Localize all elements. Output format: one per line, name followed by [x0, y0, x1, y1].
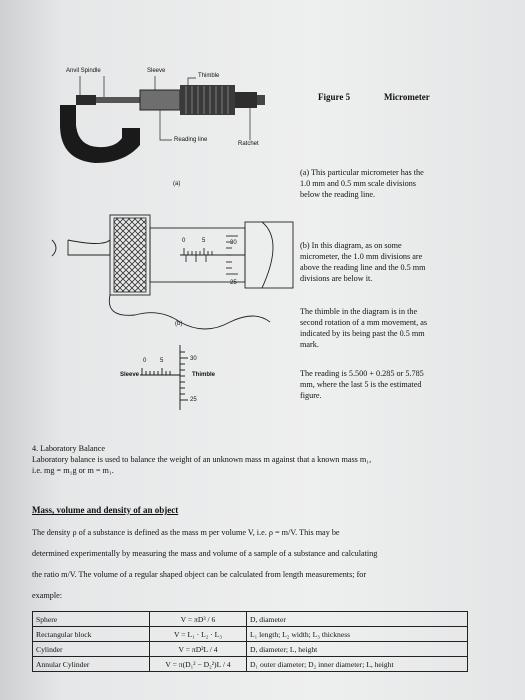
note-d: [300, 368, 500, 401]
shape-cell: Cylinder: [33, 642, 150, 657]
shape-cell: Rectangular block: [33, 627, 150, 642]
note-a-line: 1.0 mm and 0.5 mm scale divisions: [300, 179, 416, 188]
ratchet-label: Ratchet: [238, 141, 259, 147]
scale-c-thirty: 30: [190, 356, 197, 362]
diagram-b-tag: (b): [175, 321, 183, 327]
table-row: [33, 627, 468, 642]
thimble-b-thirty: 30: [230, 240, 237, 246]
scale-c-five: 5: [160, 358, 164, 364]
mass-heading: Mass, volume and density of an object: [32, 505, 179, 515]
balance-line: i.e. mg = m₁g or m = m₁.: [32, 466, 114, 475]
thimble-b-twentyfive: 25: [230, 280, 237, 286]
thimble-label: Thimble: [198, 73, 220, 79]
formula-cell: V = π(D₁² − D₂²)L / 4: [150, 657, 247, 672]
note-d-line: mm, where the last 5 is the estimated: [300, 380, 422, 389]
mass-paragraph: [32, 522, 492, 606]
note-b-line: divisions are below it.: [300, 274, 373, 283]
note-b: [300, 240, 500, 284]
note-c-line: The thimble in the diagram is in the: [300, 307, 418, 316]
sleeve-scale-label: Sleeve: [120, 372, 140, 378]
formula-cell: V = πD³ / 6: [150, 612, 247, 627]
table-row: [33, 642, 468, 657]
mass-line: determined experimentally by measuring the mass and volume of a sample of a substance and calculating: [32, 549, 378, 558]
diagram-a-tag: (a): [173, 181, 181, 187]
vars-cell: D, diameter; L, height: [247, 642, 468, 657]
vars-cell: D, diameter: [247, 612, 468, 627]
table-row: [33, 612, 468, 627]
shape-cell: Sphere: [33, 612, 150, 627]
shape-cell: Annular Cylinder: [33, 657, 150, 672]
scale-b-zero: 0: [182, 238, 186, 244]
note-b-line: (b) In this diagram, as on some: [300, 241, 402, 250]
formula-cell: V = L₁ · L₂ · L₃: [150, 627, 247, 642]
mass-line: The density ρ of a substance is defined as the mass m per volume V, i.e. ρ = m/V. This may be: [32, 528, 340, 537]
scale-c-zero: 0: [143, 358, 147, 364]
mass-line: the ratio m/V. The volume of a regular shaped object can be calculated from length measurements; for: [32, 570, 367, 579]
note-c-line: mark.: [300, 340, 319, 349]
figure-title: Micrometer: [384, 92, 430, 102]
scale-b-five: 5: [202, 238, 206, 244]
vars-cell: D₁ outer diameter; D₂ inner diameter; L, height: [247, 657, 468, 672]
vars-cell: L₁ length; L₂ width; L₃ thickness: [247, 627, 468, 642]
table-row: [33, 657, 468, 672]
note-d-line: figure.: [300, 391, 322, 400]
formula-cell: V = πD²L / 4: [150, 642, 247, 657]
note-a: [300, 167, 500, 200]
sleeve-label: Sleeve: [147, 68, 166, 74]
note-b-line: above the reading line and the 0.5 mm: [300, 263, 426, 272]
balance-heading: 4. Laboratory Balance: [32, 444, 105, 453]
figure-number: Figure 5: [318, 92, 351, 102]
anvil-spindle-label: Anvil Spindle: [66, 68, 101, 74]
note-c: [300, 306, 500, 350]
note-c-line: second rotation of a mm movement, as: [300, 318, 428, 327]
note-c-line: indicated by its being past the 0.5 mm: [300, 329, 425, 338]
note-a-line: (a) This particular micrometer has the: [300, 168, 424, 177]
scale-c-twentyfive: 25: [190, 397, 197, 403]
note-b-line: micrometer, the 1.0 mm divisions are: [300, 252, 423, 261]
reading-line-label: Reading line: [174, 137, 208, 143]
balance-section: [32, 443, 492, 476]
mass-line: example:: [32, 591, 63, 600]
volume-table: [32, 611, 468, 672]
balance-line: Laboratory balance is used to balance the weight of an unknown mass m against that a known mass m₁,: [32, 455, 372, 464]
note-a-line: below the reading line.: [300, 190, 376, 199]
note-d-line: The reading is 5.500 + 0.285 or 5.785: [300, 369, 424, 378]
thimble-scale-label: Thimble: [192, 372, 216, 378]
